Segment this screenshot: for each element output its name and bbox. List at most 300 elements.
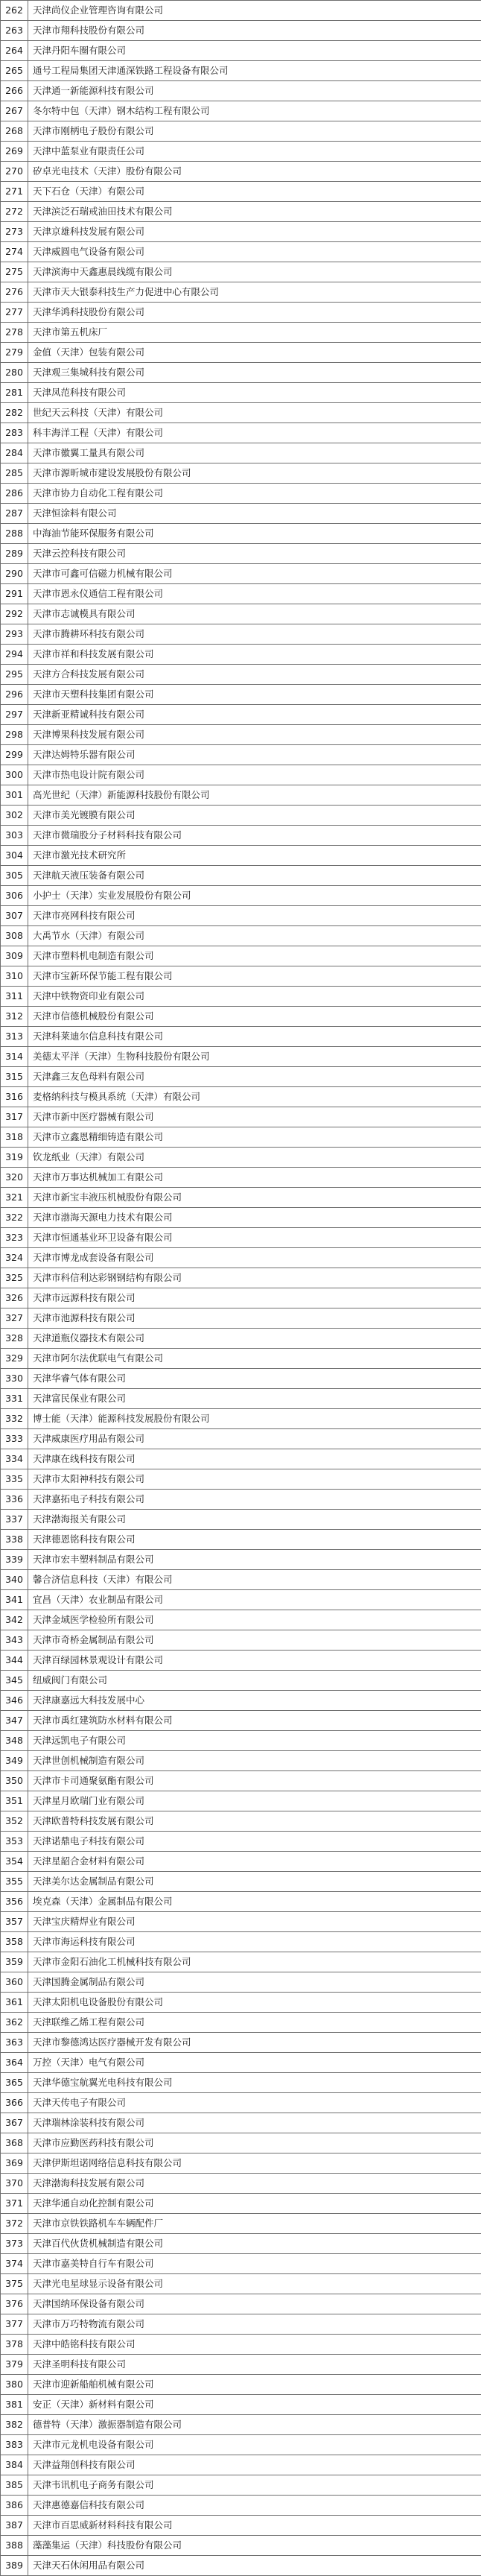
table-row	[1, 2013, 481, 2033]
company-name: 冬尔特中包（天津）钢木结构工程有限公司	[28, 101, 481, 121]
company-name: 通号工程局集团天津通深铁路工程设备有限公司	[28, 61, 481, 81]
row-number: 298	[1, 725, 28, 745]
table-row	[1, 2274, 481, 2294]
company-name: 天津光电星球显示设备有限公司	[28, 2274, 481, 2294]
row-number: 389	[1, 2556, 28, 2576]
table-row	[1, 2455, 481, 2475]
row-number: 283	[1, 423, 28, 443]
row-number: 273	[1, 222, 28, 242]
company-name: 天津市源昕城市建设发展股份有限公司	[28, 463, 481, 484]
table-row	[1, 2355, 481, 2375]
row-number: 325	[1, 1268, 28, 1288]
row-number: 368	[1, 2133, 28, 2153]
row-number: 270	[1, 162, 28, 182]
table-row	[1, 343, 481, 363]
row-number: 271	[1, 182, 28, 202]
row-number: 299	[1, 745, 28, 765]
row-number: 331	[1, 1389, 28, 1409]
company-name: 天津伊斯坦诺网络信息科技有限公司	[28, 2153, 481, 2174]
company-name: 天津百绿园林景观设计有限公司	[28, 1651, 481, 1671]
row-number: 351	[1, 1791, 28, 1811]
company-list-body	[1, 1, 481, 2576]
row-number: 301	[1, 785, 28, 806]
row-number: 387	[1, 2516, 28, 2536]
company-name: 万控（天津）电气有限公司	[28, 2053, 481, 2073]
company-name: 天津中蓝泵业有限责任公司	[28, 142, 481, 162]
company-name: 天津天石休闲用品有限公司	[28, 2556, 481, 2576]
row-number: 323	[1, 1228, 28, 1248]
company-name: 纽威阀门有限公司	[28, 1671, 481, 1691]
company-name: 天津太阳机电设备股份有限公司	[28, 1993, 481, 2013]
company-name: 安正（天津）新材料有限公司	[28, 2395, 481, 2415]
company-name: 天津康在线科技有限公司	[28, 1449, 481, 1469]
row-number: 365	[1, 2073, 28, 2093]
row-number: 319	[1, 1148, 28, 1168]
row-number: 311	[1, 987, 28, 1007]
company-name: 天津欧普特科技发展有限公司	[28, 1811, 481, 1832]
company-name: 天津恒涂料有限公司	[28, 504, 481, 524]
row-number: 348	[1, 1731, 28, 1751]
company-name: 天津市金阳石油化工机械科技有限公司	[28, 1952, 481, 1972]
company-name: 天津市恒通基业环卫设备有限公司	[28, 1228, 481, 1248]
row-number: 297	[1, 705, 28, 725]
company-name: 天津鑫三友色母料有限公司	[28, 1067, 481, 1087]
row-number: 377	[1, 2314, 28, 2335]
table-row	[1, 363, 481, 383]
company-name: 天津市宏丰塑料制品有限公司	[28, 1550, 481, 1570]
table-row	[1, 2536, 481, 2556]
table-row	[1, 1127, 481, 1148]
company-name: 天津市美光镀膜有限公司	[28, 806, 481, 826]
company-name: 矽卓光电技术（天津）股份有限公司	[28, 162, 481, 182]
row-number: 342	[1, 1610, 28, 1630]
row-number: 277	[1, 303, 28, 323]
table-row	[1, 484, 481, 504]
table-row	[1, 624, 481, 645]
company-name: 天津德恩铭科技有限公司	[28, 1530, 481, 1550]
table-row	[1, 1751, 481, 1771]
row-number: 362	[1, 2013, 28, 2033]
table-row	[1, 2073, 481, 2093]
company-name: 天津嘉拓电子科技有限公司	[28, 1490, 481, 1510]
company-name: 天津市天塑科技集团有限公司	[28, 685, 481, 705]
table-row	[1, 2254, 481, 2274]
row-number: 378	[1, 2335, 28, 2355]
table-row	[1, 544, 481, 564]
row-number: 330	[1, 1369, 28, 1389]
company-name: 天津航天液压装备有限公司	[28, 866, 481, 886]
company-name: 天津市百思威新材料科技有限公司	[28, 2516, 481, 2536]
table-row	[1, 1248, 481, 1268]
row-number: 347	[1, 1711, 28, 1731]
table-row	[1, 1510, 481, 1530]
company-name: 天津市嘉美特自行车有限公司	[28, 2254, 481, 2274]
company-name: 天津百代伙货机械制造有限公司	[28, 2234, 481, 2254]
table-row	[1, 1047, 481, 1067]
row-number: 315	[1, 1067, 28, 1087]
row-number: 333	[1, 1429, 28, 1449]
table-row	[1, 162, 481, 182]
table-row	[1, 705, 481, 725]
table-row	[1, 383, 481, 403]
table-row	[1, 765, 481, 785]
company-name: 天津市微瑞股分子材料科技有限公司	[28, 826, 481, 846]
row-number: 349	[1, 1751, 28, 1771]
row-number: 339	[1, 1550, 28, 1570]
row-number: 340	[1, 1570, 28, 1590]
table-row	[1, 1892, 481, 1912]
row-number: 358	[1, 1932, 28, 1952]
company-name: 天津市迎新船舶机械有限公司	[28, 2375, 481, 2395]
company-name: 天津威圆电气设备有限公司	[28, 242, 481, 262]
table-row	[1, 2053, 481, 2073]
row-number: 329	[1, 1349, 28, 1369]
table-row	[1, 1107, 481, 1127]
row-number: 370	[1, 2174, 28, 2194]
table-row	[1, 423, 481, 443]
row-number: 337	[1, 1510, 28, 1530]
table-row	[1, 81, 481, 101]
row-number: 324	[1, 1248, 28, 1268]
company-name: 天津市徽翼工量具有限公司	[28, 443, 481, 463]
company-name: 天津通一新能源科技有限公司	[28, 81, 481, 101]
row-number: 293	[1, 624, 28, 645]
row-number: 269	[1, 142, 28, 162]
company-name: 天津星月欧瑞门业有限公司	[28, 1791, 481, 1811]
table-row	[1, 2214, 481, 2234]
company-name: 天津国腾金属制品有限公司	[28, 1972, 481, 1993]
table-row	[1, 1288, 481, 1308]
table-row	[1, 1087, 481, 1107]
row-number: 352	[1, 1811, 28, 1832]
company-name: 天津联维乙烯工程有限公司	[28, 2013, 481, 2033]
table-row	[1, 21, 481, 41]
row-number: 294	[1, 645, 28, 665]
company-name: 天津市可鑫可信磁力机械有限公司	[28, 564, 481, 584]
company-name: 天津瑞林涂装科技有限公司	[28, 2113, 481, 2133]
table-row	[1, 1007, 481, 1027]
company-name: 德普特（天津）激振器制造有限公司	[28, 2415, 481, 2435]
table-row	[1, 826, 481, 846]
table-row	[1, 1188, 481, 1208]
row-number: 343	[1, 1630, 28, 1651]
table-row	[1, 2093, 481, 2113]
company-name: 钦龙纸业（天津）有限公司	[28, 1148, 481, 1168]
company-name: 天津方合科技发展有限公司	[28, 665, 481, 685]
row-number: 287	[1, 504, 28, 524]
company-name: 天津星韶合金材料有限公司	[28, 1852, 481, 1872]
company-name: 宜昌（天津）农业制品有限公司	[28, 1590, 481, 1610]
row-number: 303	[1, 826, 28, 846]
table-row	[1, 61, 481, 81]
table-row	[1, 202, 481, 222]
table-row	[1, 926, 481, 946]
company-name: 天津市激光技术研究所	[28, 846, 481, 866]
table-row	[1, 2194, 481, 2214]
company-name: 天津中皓铭科技有限公司	[28, 2335, 481, 2355]
table-row	[1, 2415, 481, 2435]
company-name: 天津市渤海天源电力技术有限公司	[28, 1208, 481, 1228]
row-number: 357	[1, 1912, 28, 1932]
table-row	[1, 2375, 481, 2395]
table-row	[1, 1027, 481, 1047]
company-name: 天津市祥和科技发展有限公司	[28, 645, 481, 665]
company-name: 天津丹阳车圈有限公司	[28, 41, 481, 61]
row-number: 286	[1, 484, 28, 504]
table-row	[1, 2435, 481, 2455]
row-number: 302	[1, 806, 28, 826]
row-number: 276	[1, 282, 28, 303]
row-number: 318	[1, 1127, 28, 1148]
table-row	[1, 745, 481, 765]
table-row	[1, 1691, 481, 1711]
company-name: 天津市黎德鸿达医疗器械开发有限公司	[28, 2033, 481, 2053]
table-row	[1, 987, 481, 1007]
table-row	[1, 1610, 481, 1630]
row-number: 375	[1, 2274, 28, 2294]
table-row	[1, 1711, 481, 1731]
table-row	[1, 1590, 481, 1610]
company-name: 天津市刚柄电子股份有限公司	[28, 121, 481, 142]
company-name: 天津市禹红建筑防水材料有限公司	[28, 1711, 481, 1731]
row-number: 350	[1, 1771, 28, 1791]
row-number: 278	[1, 323, 28, 343]
company-name: 科丰海洋工程（天津）有限公司	[28, 423, 481, 443]
table-row	[1, 443, 481, 463]
row-number: 313	[1, 1027, 28, 1047]
table-row	[1, 564, 481, 584]
company-name: 天津市京铁铁路机车车辆配件厂	[28, 2214, 481, 2234]
row-number: 380	[1, 2375, 28, 2395]
table-row	[1, 101, 481, 121]
table-row	[1, 725, 481, 745]
table-row	[1, 1570, 481, 1590]
row-number: 367	[1, 2113, 28, 2133]
table-row	[1, 1429, 481, 1449]
table-row	[1, 866, 481, 886]
row-number: 310	[1, 966, 28, 987]
company-name: 天津国纳环保设备有限公司	[28, 2294, 481, 2314]
company-name: 小护士（天津）实业发展股份有限公司	[28, 886, 481, 906]
company-name: 麦格纳科技与模具系统（天津）有限公司	[28, 1087, 481, 1107]
row-number: 291	[1, 584, 28, 604]
table-row	[1, 41, 481, 61]
table-row	[1, 1329, 481, 1349]
company-name: 天津市立鑫恩精细铸造有限公司	[28, 1127, 481, 1148]
row-number: 267	[1, 101, 28, 121]
company-name: 天津市信德机械股份有限公司	[28, 1007, 481, 1027]
table-row	[1, 1872, 481, 1892]
table-row	[1, 2496, 481, 2516]
row-number: 316	[1, 1087, 28, 1107]
company-name: 天津新亚精诚科技有限公司	[28, 705, 481, 725]
row-number: 272	[1, 202, 28, 222]
company-name: 天津达姆特乐器有限公司	[28, 745, 481, 765]
company-name: 博士能（天津）能源科技发展股份有限公司	[28, 1409, 481, 1429]
row-number: 266	[1, 81, 28, 101]
company-name: 天津市翔科技股份有限公司	[28, 21, 481, 41]
row-number: 384	[1, 2455, 28, 2475]
row-number: 280	[1, 363, 28, 383]
row-number: 281	[1, 383, 28, 403]
company-name: 天津市塑料机电制造有限公司	[28, 946, 481, 966]
row-number: 288	[1, 524, 28, 544]
row-number: 366	[1, 2093, 28, 2113]
table-row	[1, 645, 481, 665]
row-number: 376	[1, 2294, 28, 2314]
table-row	[1, 1349, 481, 1369]
company-name: 天津市万巧特物流有限公司	[28, 2314, 481, 2335]
row-number: 274	[1, 242, 28, 262]
row-number: 353	[1, 1832, 28, 1852]
company-name: 天津凤范科技有限公司	[28, 383, 481, 403]
row-number: 379	[1, 2355, 28, 2375]
company-name: 天津威康医疗用品有限公司	[28, 1429, 481, 1449]
company-name: 天津华通自动化控制有限公司	[28, 2194, 481, 2214]
company-name: 天津滨泛石瑞戒油田技术有限公司	[28, 202, 481, 222]
row-number: 263	[1, 21, 28, 41]
company-name: 天津市新中医疗器械有限公司	[28, 1107, 481, 1127]
table-row	[1, 2475, 481, 2496]
table-row	[1, 1268, 481, 1288]
table-row	[1, 1067, 481, 1087]
row-number: 320	[1, 1168, 28, 1188]
table-row	[1, 2556, 481, 2576]
row-number: 354	[1, 1852, 28, 1872]
row-number: 314	[1, 1047, 28, 1067]
row-number: 373	[1, 2234, 28, 2254]
company-name: 天津富民保业有限公司	[28, 1389, 481, 1409]
company-name: 馨合济信息科技（天津）有限公司	[28, 1570, 481, 1590]
company-name: 天津惠德嘉信科技有限公司	[28, 2496, 481, 2516]
row-number: 289	[1, 544, 28, 564]
table-row	[1, 2113, 481, 2133]
row-number: 268	[1, 121, 28, 142]
row-number: 306	[1, 886, 28, 906]
company-name: 高光世纪（天津）新能源科技股份有限公司	[28, 785, 481, 806]
row-number: 346	[1, 1691, 28, 1711]
table-row	[1, 1449, 481, 1469]
row-number: 334	[1, 1449, 28, 1469]
company-name: 天津市协力自动化工程有限公司	[28, 484, 481, 504]
company-name: 天津市热电设计院有限公司	[28, 765, 481, 785]
row-number: 300	[1, 765, 28, 785]
company-name: 天津华鸿科技股份有限公司	[28, 303, 481, 323]
table-row	[1, 403, 481, 423]
row-number: 309	[1, 946, 28, 966]
company-name: 埃克森（天津）金属制品有限公司	[28, 1892, 481, 1912]
table-row	[1, 2133, 481, 2153]
row-number: 262	[1, 1, 28, 21]
row-number: 279	[1, 343, 28, 363]
table-row	[1, 2234, 481, 2254]
table-row	[1, 2314, 481, 2335]
row-number: 285	[1, 463, 28, 484]
row-number: 335	[1, 1469, 28, 1490]
row-number: 284	[1, 443, 28, 463]
table-row	[1, 846, 481, 866]
company-name: 天津康嘉远大科技发展中心	[28, 1691, 481, 1711]
row-number: 355	[1, 1872, 28, 1892]
company-name: 大禹节水（天津）有限公司	[28, 926, 481, 946]
company-name: 天津华德宝航翼光电科技有限公司	[28, 2073, 481, 2093]
company-name: 金值（天津）包装有限公司	[28, 343, 481, 363]
row-number: 304	[1, 846, 28, 866]
row-number: 356	[1, 1892, 28, 1912]
company-name: 天津市卡司通聚氨酯有限公司	[28, 1771, 481, 1791]
row-number: 345	[1, 1671, 28, 1691]
company-name: 天津世创机械制造有限公司	[28, 1751, 481, 1771]
company-name: 天津金域医学检验所有限公司	[28, 1610, 481, 1630]
row-number: 371	[1, 2194, 28, 2214]
company-name: 天津市科信利达彩钢钢结构有限公司	[28, 1268, 481, 1288]
row-number: 305	[1, 866, 28, 886]
row-number: 290	[1, 564, 28, 584]
company-name: 天津科莱迪尔信息科技有限公司	[28, 1027, 481, 1047]
company-name: 美德太平洋（天津）生物科技股份有限公司	[28, 1047, 481, 1067]
row-number: 385	[1, 2475, 28, 2496]
company-name: 天津市新宝丰液压机械股份有限公司	[28, 1188, 481, 1208]
table-row	[1, 1228, 481, 1248]
company-name: 天津道瓶仪器技术有限公司	[28, 1329, 481, 1349]
row-number: 332	[1, 1409, 28, 1429]
row-number: 322	[1, 1208, 28, 1228]
table-row	[1, 806, 481, 826]
table-row	[1, 242, 481, 262]
company-name: 天津宝庆精焊业有限公司	[28, 1912, 481, 1932]
table-row	[1, 1852, 481, 1872]
company-name: 天津市海运科技有限公司	[28, 1932, 481, 1952]
table-row	[1, 524, 481, 544]
table-row	[1, 1731, 481, 1751]
table-row	[1, 2516, 481, 2536]
company-name: 天津尚仪企业管理咨询有限公司	[28, 1, 481, 21]
row-number: 336	[1, 1490, 28, 1510]
table-row	[1, 1168, 481, 1188]
company-name: 天津云控科技有限公司	[28, 544, 481, 564]
row-number: 338	[1, 1530, 28, 1550]
company-name: 天津圣明科技有限公司	[28, 2355, 481, 2375]
company-name: 天津京雄科技发展有限公司	[28, 222, 481, 242]
table-row	[1, 1972, 481, 1993]
table-row	[1, 966, 481, 987]
company-name: 天津市第五机床厂	[28, 323, 481, 343]
table-row	[1, 1671, 481, 1691]
company-name: 天津市太阳神科技有限公司	[28, 1469, 481, 1490]
table-row	[1, 685, 481, 705]
table-row	[1, 2395, 481, 2415]
row-number: 296	[1, 685, 28, 705]
company-name: 天津市宝新环保节能工程有限公司	[28, 966, 481, 987]
company-name: 天津渤海科技发展有限公司	[28, 2174, 481, 2194]
row-number: 382	[1, 2415, 28, 2435]
company-name: 天津美尔达金属制品有限公司	[28, 1872, 481, 1892]
row-number: 364	[1, 2053, 28, 2073]
company-name: 天津市元龙机电设备有限公司	[28, 2435, 481, 2455]
table-row	[1, 1, 481, 21]
row-number: 328	[1, 1329, 28, 1349]
table-row	[1, 182, 481, 202]
company-name: 天津市博龙成套设备有限公司	[28, 1248, 481, 1268]
table-row	[1, 1148, 481, 1168]
row-number: 386	[1, 2496, 28, 2516]
table-row	[1, 1832, 481, 1852]
company-name: 天津博果科技发展有限公司	[28, 725, 481, 745]
row-number: 265	[1, 61, 28, 81]
company-name: 天津市池源科技有限公司	[28, 1308, 481, 1329]
company-name: 天津市奇桥金属制品有限公司	[28, 1630, 481, 1651]
company-name: 世纪天云科技（天津）有限公司	[28, 403, 481, 423]
